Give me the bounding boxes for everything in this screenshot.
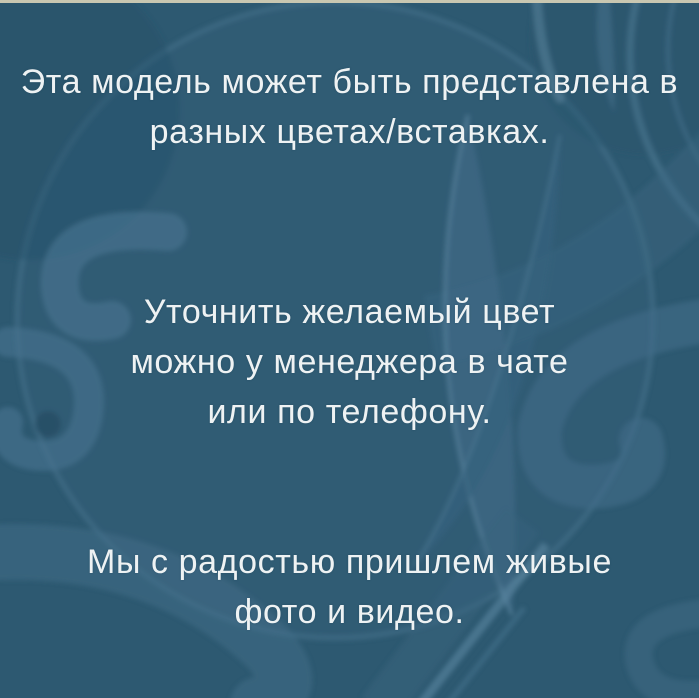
paragraph-contact-manager [0,287,699,437]
paragraph-color-options [0,57,699,157]
text-line: или по телефону. [207,393,492,431]
text-line: можно у менеджера в чате [130,343,569,381]
text-line: Уточнить желаемый цвет [143,293,556,331]
text-line: Эта модель может быть представлена в [20,63,679,101]
text-line: Мы с радостью пришлем живые [87,543,612,581]
top-edge-strip [0,0,699,3]
text-line: фото и видео. [234,593,465,631]
paragraph-live-photos [0,537,699,637]
text-line: разных цветах/вставках. [149,113,550,151]
